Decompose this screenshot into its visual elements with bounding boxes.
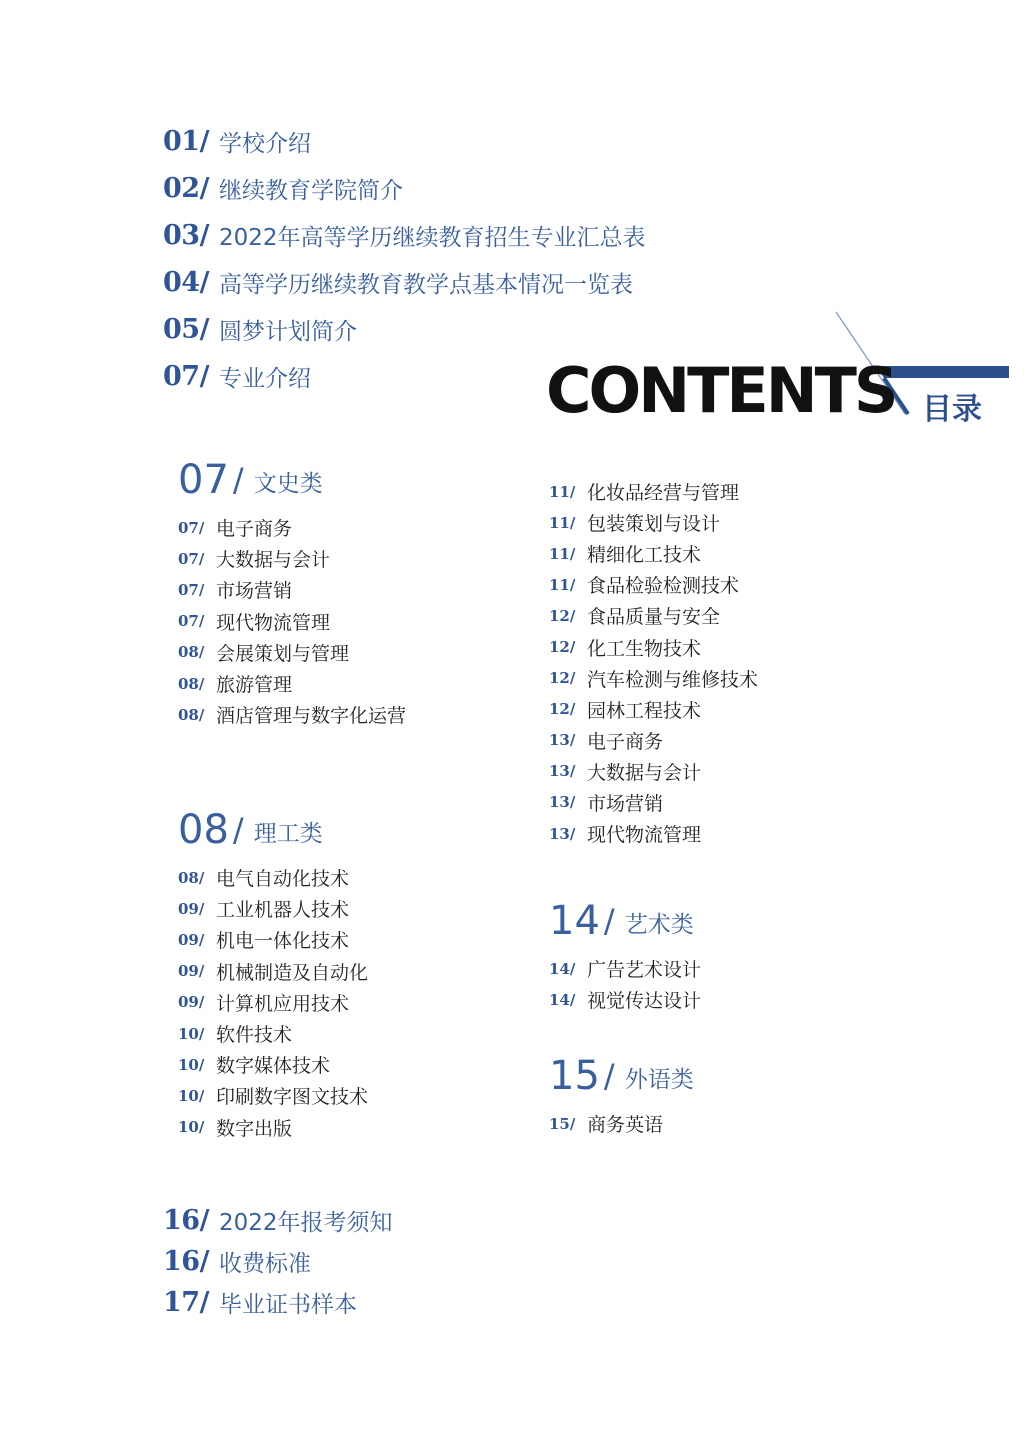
section-right-list (549, 476, 758, 849)
section-waiyu (549, 1048, 694, 1139)
toc-row[interactable] (163, 1200, 393, 1241)
item-label: 数字出版 (216, 1117, 293, 1140)
list-item[interactable] (549, 1108, 694, 1139)
item-num: 08/ (178, 674, 205, 693)
section-header (178, 802, 368, 852)
section-title: 理工类 (253, 821, 323, 847)
item-num: 09/ (178, 962, 205, 981)
item-num: 07/ (178, 612, 205, 631)
section-title: 艺术类 (624, 912, 694, 938)
list-item[interactable] (178, 956, 368, 987)
item-label: 现代物流管理 (216, 611, 331, 634)
item-num: 10/ (178, 1024, 205, 1043)
list-item[interactable] (549, 476, 758, 507)
item-label: 包装策划与设计 (587, 513, 721, 536)
item-label: 视觉传达设计 (587, 990, 702, 1013)
item-num: 08/ (178, 705, 205, 724)
item-num: 09/ (178, 899, 205, 918)
item-num: 14/ (549, 959, 576, 978)
list-item[interactable] (178, 637, 406, 668)
item-label: 商务英语 (587, 1114, 664, 1137)
bottom-toc (163, 1200, 393, 1323)
list-item[interactable] (178, 543, 406, 574)
toc-title: 2022年报考须知 (219, 1210, 393, 1236)
toc-title: 专业介绍 (219, 366, 311, 392)
item-num: 07/ (178, 580, 205, 599)
toc-title: 毕业证书样本 (219, 1292, 357, 1318)
item-label: 软件技术 (216, 1024, 293, 1047)
section-num: 15 (549, 1053, 600, 1099)
contents-heading: CONTENTS (546, 354, 896, 427)
item-label: 汽车检测与维修技术 (587, 668, 759, 691)
item-label: 现代物流管理 (587, 824, 702, 847)
item-num: 11/ (549, 513, 576, 532)
item-num: 12/ (549, 700, 576, 719)
list-item[interactable] (549, 984, 701, 1015)
item-num: 10/ (178, 1086, 205, 1105)
section-title: 外语类 (624, 1067, 694, 1093)
item-label: 化工生物技术 (587, 637, 702, 660)
toc-num: 16/ (163, 1246, 209, 1277)
item-num: 15/ (549, 1114, 576, 1133)
section-yishu (549, 893, 701, 1015)
item-label: 电子商务 (216, 518, 293, 541)
toc-title: 收费标准 (219, 1251, 311, 1277)
toc-num: 03/ (163, 220, 209, 251)
item-label: 园林工程技术 (587, 699, 702, 722)
toc-num: 01/ (163, 126, 209, 157)
list-item[interactable] (178, 668, 406, 699)
section-slash: / (603, 902, 615, 940)
list-item[interactable] (178, 862, 368, 893)
list-item[interactable] (178, 606, 406, 637)
list-item[interactable] (178, 1049, 368, 1080)
list-item[interactable] (549, 600, 758, 631)
list-item[interactable] (178, 924, 368, 955)
section-items (178, 512, 406, 730)
item-num: 11/ (549, 575, 576, 594)
item-num: 13/ (549, 824, 576, 843)
item-label: 电气自动化技术 (216, 868, 350, 891)
item-num: 13/ (549, 793, 576, 812)
item-num: 14/ (549, 990, 576, 1009)
item-label: 大数据与会计 (587, 761, 702, 784)
item-label: 精细化工技术 (587, 544, 702, 567)
item-num: 13/ (549, 762, 576, 781)
toc-title: 圆梦计划简介 (219, 319, 357, 345)
section-items (549, 1108, 694, 1139)
list-item[interactable] (549, 538, 758, 569)
toc-num: 05/ (163, 314, 209, 345)
list-item[interactable] (549, 725, 758, 756)
item-num: 10/ (178, 1118, 205, 1137)
list-item[interactable] (549, 787, 758, 818)
list-item[interactable] (549, 569, 758, 600)
item-label: 酒店管理与数字化运营 (216, 705, 407, 728)
toc-row[interactable] (163, 1282, 393, 1323)
toc-row[interactable] (163, 1241, 393, 1282)
toc-num: 02/ (163, 173, 209, 204)
section-header (549, 893, 701, 943)
item-num: 12/ (549, 669, 576, 688)
item-num: 13/ (549, 731, 576, 750)
list-item[interactable] (178, 699, 406, 730)
list-item[interactable] (549, 756, 758, 787)
item-num: 11/ (549, 544, 576, 563)
toc-title: 继续教育学院简介 (219, 178, 403, 204)
section-num: 08 (178, 807, 229, 853)
section-ligong (178, 802, 368, 1143)
list-item[interactable] (178, 987, 368, 1018)
item-num: 08/ (178, 868, 205, 887)
item-label: 市场营销 (587, 792, 664, 815)
item-label: 会展策划与管理 (216, 642, 350, 665)
section-num: 07 (178, 457, 229, 503)
item-label: 大数据与会计 (216, 549, 331, 572)
item-num: 12/ (549, 606, 576, 625)
item-label: 数字媒体技术 (216, 1055, 331, 1078)
item-label: 广告艺术设计 (587, 959, 702, 982)
toc-num: 07/ (163, 361, 209, 392)
list-item[interactable] (549, 663, 758, 694)
toc-num: 04/ (163, 267, 209, 298)
item-label: 旅游管理 (216, 674, 293, 697)
section-items (549, 953, 701, 1015)
item-label: 市场营销 (216, 580, 293, 603)
toc-title: 学校介绍 (219, 131, 311, 157)
list-item[interactable] (549, 818, 758, 849)
item-num: 07/ (178, 549, 205, 568)
item-num: 12/ (549, 638, 576, 657)
section-slash: / (603, 1057, 615, 1095)
section-items (178, 862, 368, 1143)
section-slash: / (232, 811, 244, 849)
item-num: 09/ (178, 930, 205, 949)
item-label: 食品检验检测技术 (587, 575, 740, 598)
item-num: 09/ (178, 993, 205, 1012)
item-label: 印刷数字图文技术 (216, 1086, 369, 1109)
list-item[interactable] (178, 512, 406, 543)
toc-title: 2022年高等学历继续教育招生专业汇总表 (219, 225, 646, 251)
section-slash: / (232, 461, 244, 499)
item-label: 计算机应用技术 (216, 992, 350, 1015)
list-item[interactable] (549, 694, 758, 725)
section-header (549, 1048, 694, 1098)
item-label: 电子商务 (587, 730, 664, 753)
item-label: 工业机器人技术 (216, 899, 350, 922)
item-label: 机械制造及自动化 (216, 961, 369, 984)
list-item[interactable] (178, 574, 406, 605)
list-item[interactable] (178, 1018, 368, 1049)
item-num: 11/ (549, 482, 576, 501)
list-item[interactable] (178, 893, 368, 924)
toc-num: 17/ (163, 1287, 209, 1318)
section-header (178, 452, 406, 502)
toc-title: 高等学历继续教育教学点基本情况一览表 (219, 272, 633, 298)
item-num: 07/ (178, 518, 205, 537)
item-label: 食品质量与安全 (587, 606, 721, 629)
section-wenshi (178, 452, 406, 730)
list-item[interactable] (549, 953, 701, 984)
item-label: 机电一体化技术 (216, 930, 350, 953)
item-num: 10/ (178, 1055, 205, 1074)
section-num: 14 (549, 898, 600, 944)
item-num: 08/ (178, 643, 205, 662)
toc-num: 16/ (163, 1205, 209, 1236)
list-item[interactable] (178, 1080, 368, 1111)
item-label: 化妆品经营与管理 (587, 482, 740, 505)
section-title: 文史类 (253, 471, 323, 497)
list-item[interactable] (549, 631, 758, 662)
list-item[interactable] (549, 507, 758, 538)
mulu-heading: 目录 (922, 392, 982, 427)
list-item[interactable] (178, 1112, 368, 1143)
